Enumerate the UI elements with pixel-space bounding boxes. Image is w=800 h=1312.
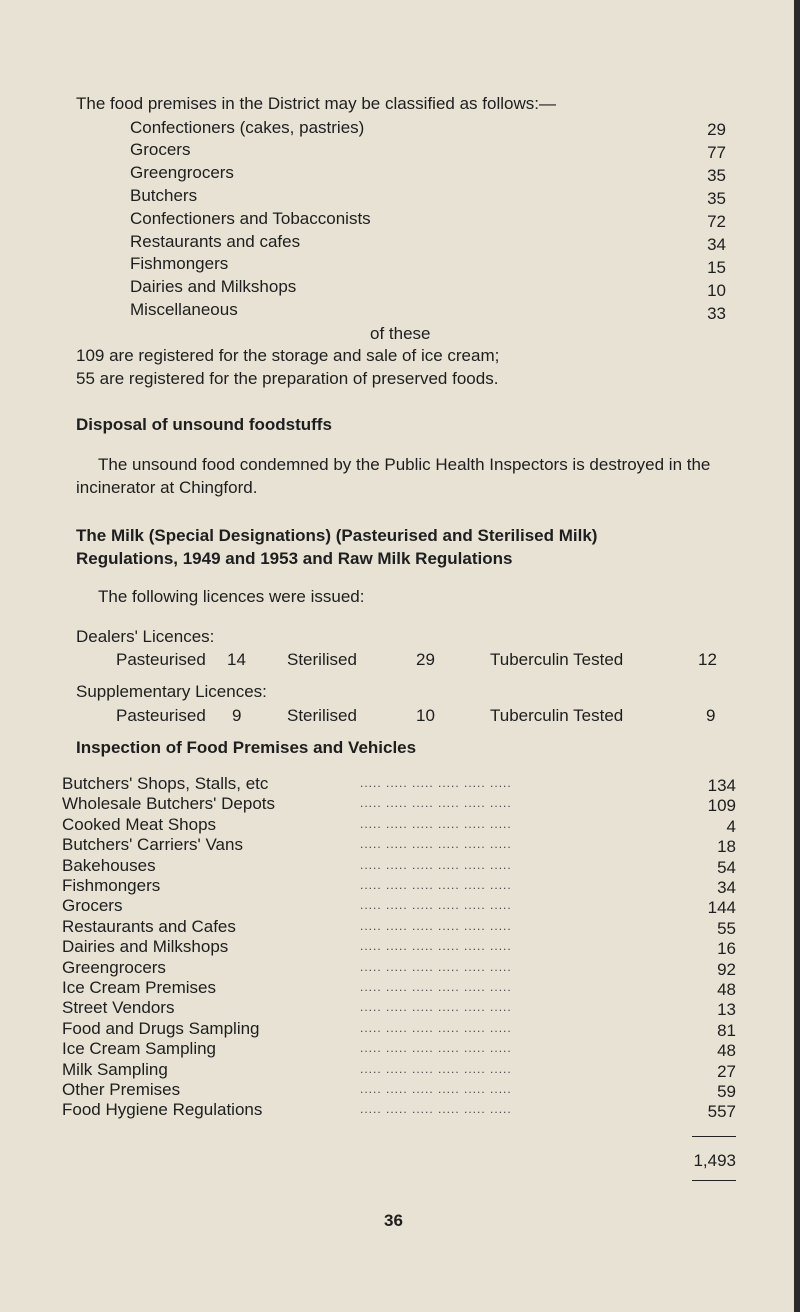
licences-intro: The following licences were issued:	[98, 587, 365, 606]
table-row-label: Butchers' Shops, Stalls, etc	[62, 774, 269, 793]
table-row-label: Butchers' Carriers' Vans	[62, 835, 243, 854]
leader-dots: ..... ..... ..... ..... ..... .....	[360, 878, 512, 892]
leader-dots: ..... ..... ..... ..... ..... .....	[360, 776, 512, 790]
milk-heading-line2: Regulations, 1949 and 1953 and Raw Milk Regulations	[76, 549, 513, 568]
table-row-value: 13	[717, 1000, 736, 1019]
leader-dots: ..... ..... ..... ..... ..... .....	[360, 1000, 512, 1014]
leader-dots: ..... ..... ..... ..... ..... .....	[360, 1062, 512, 1076]
table-row-value: 134	[707, 776, 736, 795]
list-item-label: Miscellaneous	[130, 300, 238, 319]
page-number: 36	[384, 1211, 403, 1230]
list-item-label: Dairies and Milkshops	[130, 277, 297, 296]
leader-dots: ..... ..... ..... ..... ..... .....	[360, 1021, 512, 1035]
list-item-label: Confectioners and Tobacconists	[130, 209, 371, 228]
leader-dots: ..... ..... ..... ..... ..... .....	[360, 837, 512, 851]
leader-dots: ..... ..... ..... ..... ..... .....	[360, 1102, 512, 1116]
table-row-value: 18	[717, 837, 736, 856]
table-row-label: Bakehouses	[62, 856, 156, 875]
leader-dots: ..... ..... ..... ..... ..... .....	[360, 796, 512, 810]
leader-dots: ..... ..... ..... ..... ..... .....	[360, 919, 512, 933]
table-row-label: Dairies and Milkshops	[62, 937, 229, 956]
table-row-value: 55	[717, 919, 736, 938]
leader-dots: ..... ..... ..... ..... ..... .....	[360, 939, 512, 953]
table-row-value: 557	[707, 1102, 736, 1121]
milk-heading-line1: The Milk (Special Designations) (Pasteurised and Sterilised Milk)	[76, 526, 598, 545]
pasteurised-label: Pasteurised	[116, 706, 206, 725]
inspection-total: 1,493	[693, 1151, 736, 1170]
table-row-value: 4	[726, 817, 736, 836]
tuberculin-count: 9	[706, 706, 716, 725]
list-item-value: 35	[707, 189, 726, 208]
table-row-value: 16	[717, 939, 736, 958]
disposal-paragraph: The unsound food condemned by the Public Health Inspectors is destroyed in the incinerator at Chingford.	[76, 455, 711, 497]
table-row-label: Milk Sampling	[62, 1060, 168, 1079]
list-item-value: 34	[707, 235, 726, 254]
total-rule-bottom	[692, 1180, 736, 1181]
list-item-label: Butchers	[130, 186, 198, 205]
tuberculin-label: Tuberculin Tested	[490, 650, 624, 669]
list-item-label: Grocers	[130, 140, 191, 159]
pasteurised-count: 9	[232, 706, 242, 725]
of-these-text: of these	[370, 324, 431, 343]
list-item-value: 72	[707, 212, 726, 231]
leader-dots: ..... ..... ..... ..... ..... .....	[360, 817, 512, 831]
list-item-value: 10	[707, 281, 726, 300]
disposal-heading: Disposal of unsound foodstuffs	[76, 415, 332, 434]
list-item-label: Restaurants and cafes	[130, 232, 301, 251]
table-row-value: 109	[707, 796, 736, 815]
list-item-label: Confectioners (cakes, pastries)	[130, 118, 365, 137]
table-row-value: 92	[717, 960, 736, 979]
table-row-value: 54	[717, 858, 736, 877]
leader-dots: ..... ..... ..... ..... ..... .....	[360, 858, 512, 872]
table-row-label: Other Premises	[62, 1080, 181, 1099]
table-row-label: Fishmongers	[62, 876, 161, 895]
table-row-label: Food and Drugs Sampling	[62, 1019, 260, 1038]
total-rule-top	[692, 1136, 736, 1137]
leader-dots: ..... ..... ..... ..... ..... .....	[360, 960, 512, 974]
list-item-value: 77	[707, 143, 726, 162]
list-item-value: 33	[707, 304, 726, 323]
page-edge	[794, 0, 800, 1312]
list-item-value: 29	[707, 120, 726, 139]
leader-dots: ..... ..... ..... ..... ..... .....	[360, 1041, 512, 1055]
table-row-label: Greengrocers	[62, 958, 166, 977]
sterilised-count: 29	[416, 650, 435, 669]
table-row-value: 27	[717, 1062, 736, 1081]
sterilised-count: 10	[416, 706, 435, 725]
table-row-label: Ice Cream Sampling	[62, 1039, 217, 1058]
table-row-value: 144	[707, 898, 736, 917]
pasteurised-label: Pasteurised	[116, 650, 206, 669]
table-row-value: 81	[717, 1021, 736, 1040]
dealers-licences-label: Dealers' Licences:	[76, 627, 215, 646]
table-row-value: 59	[717, 1082, 736, 1101]
leader-dots: ..... ..... ..... ..... ..... .....	[360, 1082, 512, 1096]
sterilised-label: Sterilised	[287, 650, 357, 669]
list-item-value: 15	[707, 258, 726, 277]
leader-dots: ..... ..... ..... ..... ..... .....	[360, 898, 512, 912]
leader-dots: ..... ..... ..... ..... ..... .....	[360, 980, 512, 994]
inspection-heading: Inspection of Food Premises and Vehicles	[76, 738, 417, 757]
preserved-foods-note: 55 are registered for the preparation of preserved foods.	[76, 369, 499, 388]
list-item-value: 35	[707, 166, 726, 185]
table-row-label: Street Vendors	[62, 998, 175, 1017]
table-row-label: Food Hygiene Regulations	[62, 1100, 263, 1119]
classification-intro: The food premises in the District may be classified as follows:—	[76, 94, 556, 113]
tuberculin-count: 12	[698, 650, 717, 669]
supplementary-licences-label: Supplementary Licences:	[76, 682, 267, 701]
table-row-label: Wholesale Butchers' Depots	[62, 794, 276, 813]
table-row-label: Grocers	[62, 896, 123, 915]
sterilised-label: Sterilised	[287, 706, 357, 725]
pasteurised-count: 14	[227, 650, 246, 669]
list-item-label: Fishmongers	[130, 254, 229, 273]
list-item-label: Greengrocers	[130, 163, 234, 182]
table-row-label: Restaurants and Cafes	[62, 917, 236, 936]
table-row-value: 48	[717, 980, 736, 999]
tuberculin-label: Tuberculin Tested	[490, 706, 624, 725]
ice-cream-note: 109 are registered for the storage and sale of ice cream;	[76, 346, 500, 365]
table-row-label: Ice Cream Premises	[62, 978, 216, 997]
table-row-value: 34	[717, 878, 736, 897]
table-row-value: 48	[717, 1041, 736, 1060]
table-row-label: Cooked Meat Shops	[62, 815, 217, 834]
